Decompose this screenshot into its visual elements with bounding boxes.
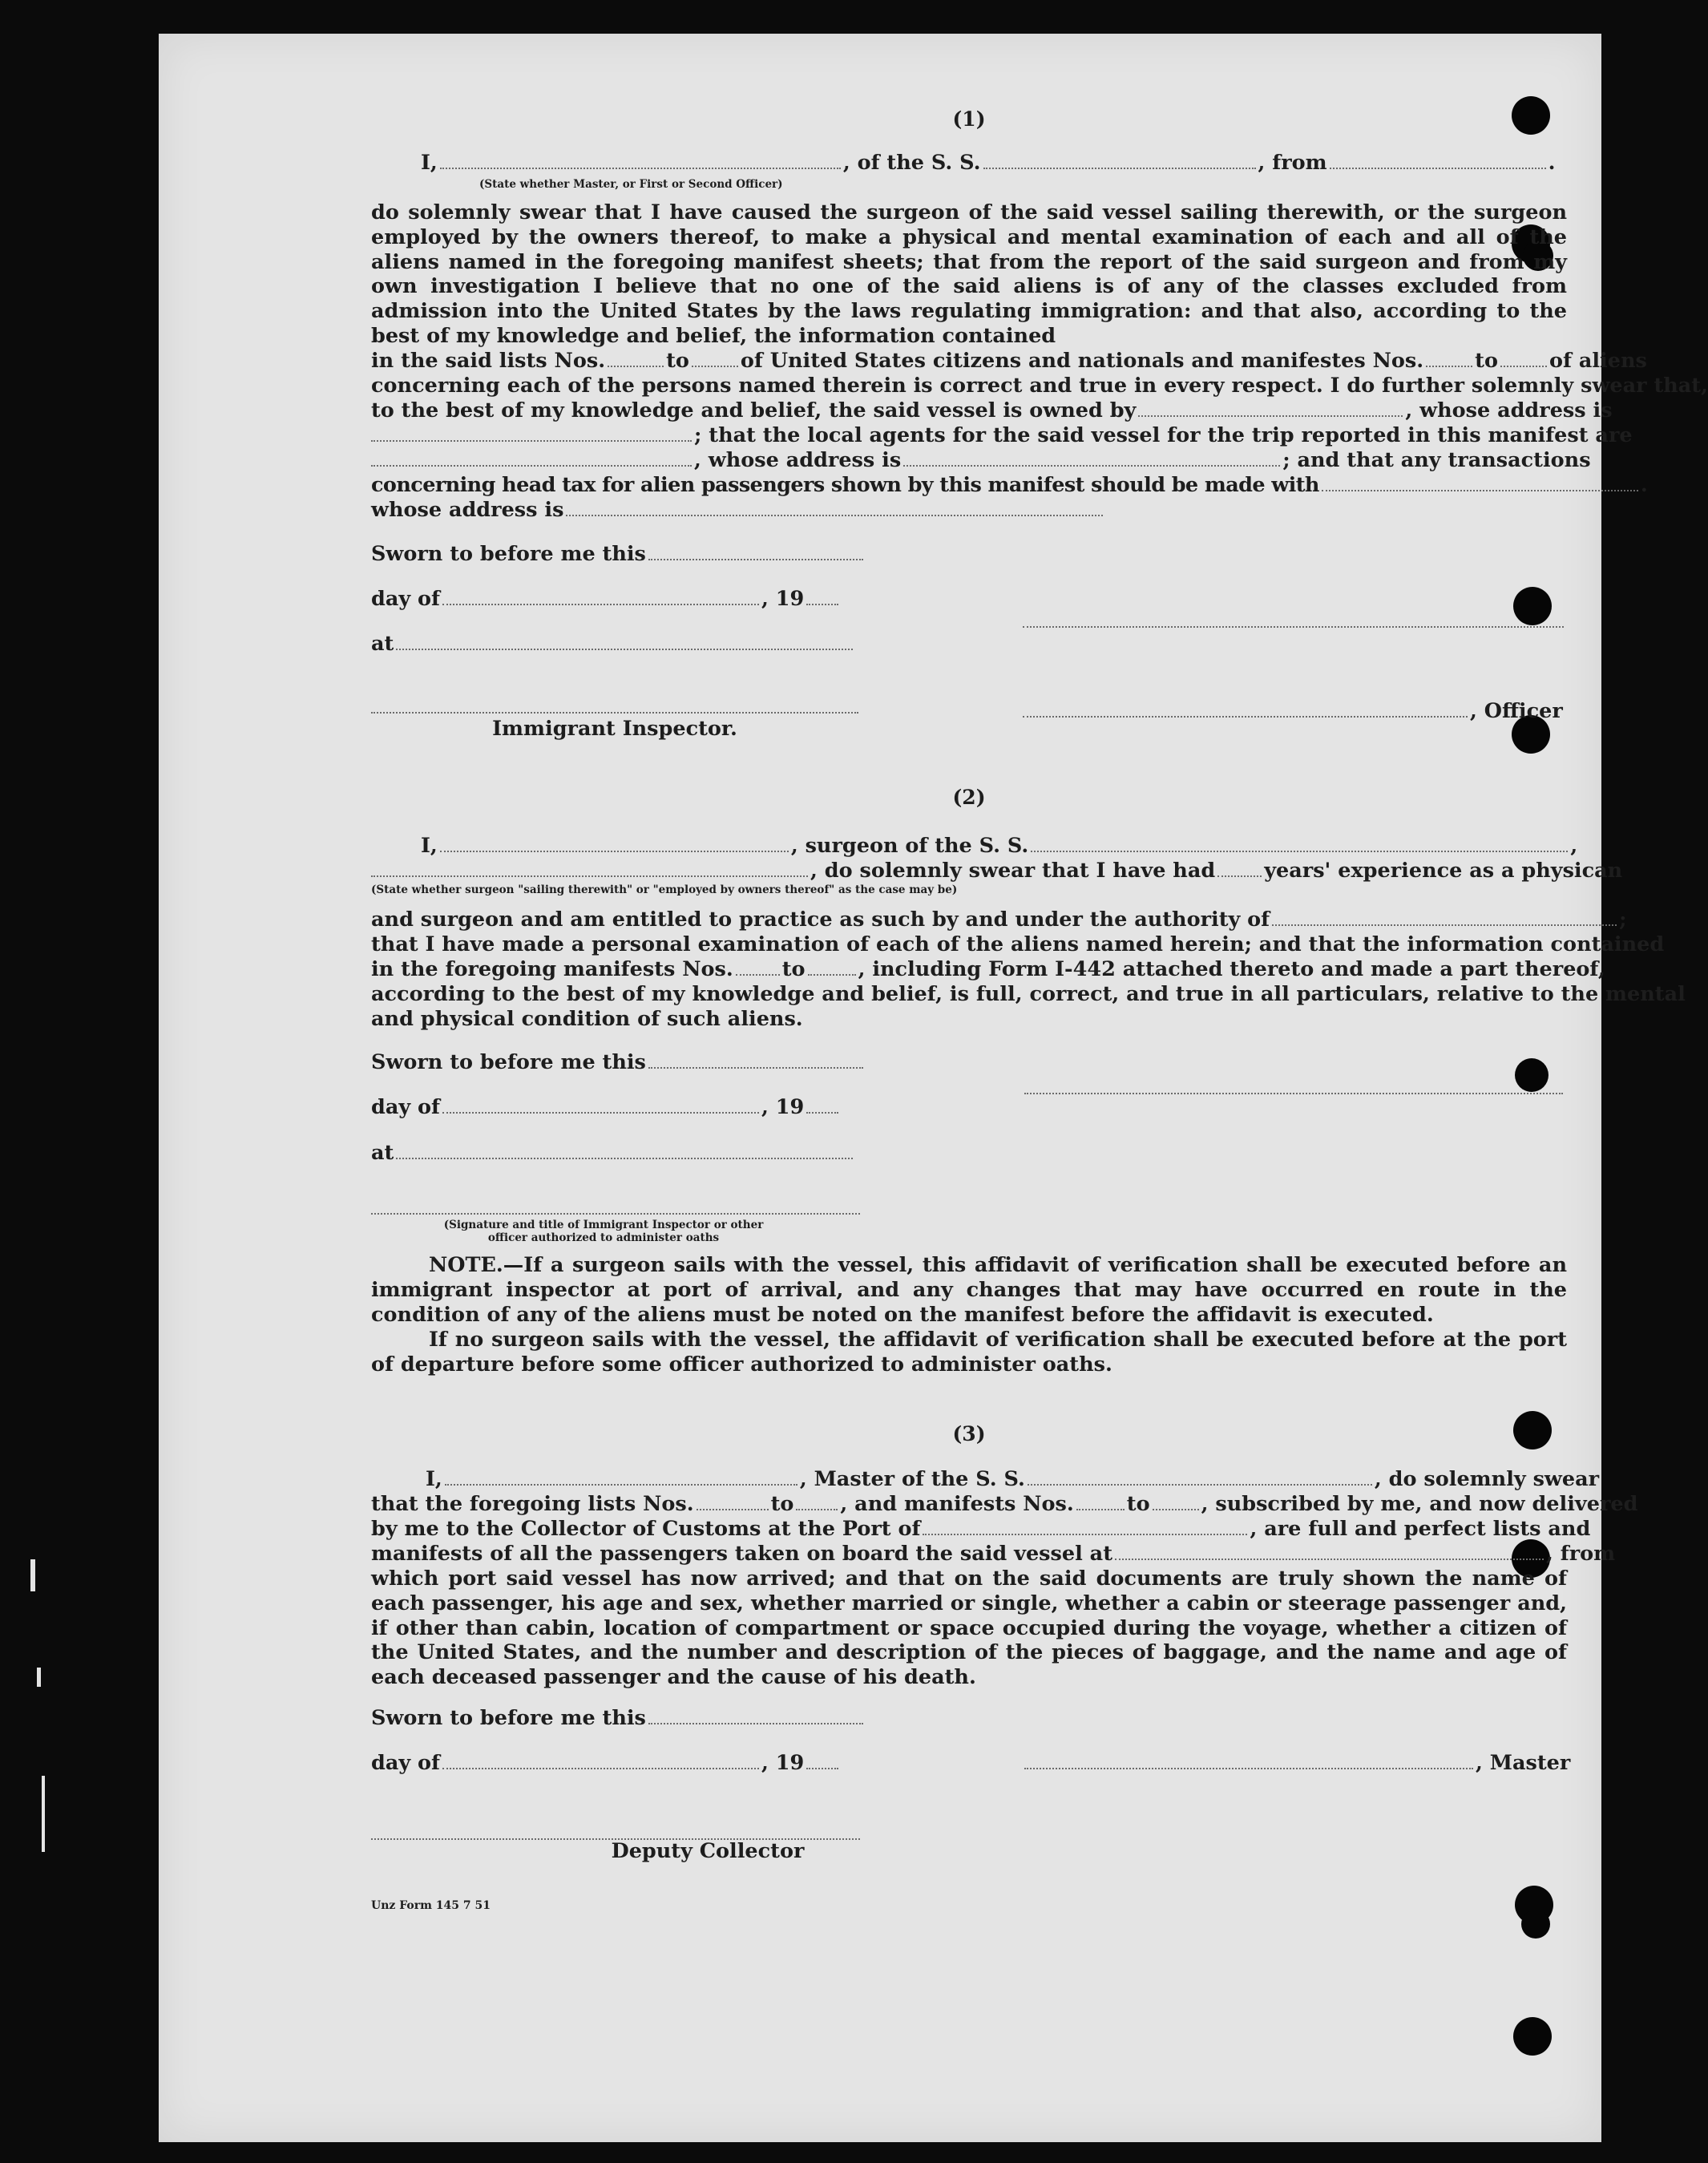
officer-name-blank[interactable] (440, 167, 841, 169)
year-blank-3[interactable] (806, 1767, 838, 1769)
surgeon-vessel-blank[interactable] (1031, 850, 1568, 852)
surgeon-status-note: (State whether surgeon "sailing therewith" or "employed by owners thereof" as the case may be) (371, 883, 958, 896)
section-3-line-1: I, , Master of the S. S. , do solemnly swear (426, 1467, 1600, 1491)
punch-hole (1515, 1058, 1549, 1092)
officer-rank-note: (State whether Master, or First or Second Officer) (479, 178, 783, 191)
note-paragraph-1: NOTE.—If a surgeon sails with the vessel, this affidavit of verification shall be executed before an immigrant inspector at port of arrival, and any changes that may have occurred en route in the condition of any of the aliens must be noted on the manifest before the affidavit is executed. (371, 1253, 1567, 1327)
section-1-headtax-line: concerning head tax for alien passengers shown by this manifest should be made with . (371, 473, 1648, 497)
officer-line: , Officer (1023, 699, 1563, 724)
manifest-from-blank[interactable] (1426, 365, 1472, 367)
scan-mark (42, 1776, 45, 1852)
section-2-line-1: I, , surgeon of the S. S. , (421, 834, 1578, 858)
surgeon-status-blank[interactable] (371, 875, 808, 877)
year-blank-2[interactable] (806, 1111, 838, 1114)
scan-mark (37, 1668, 41, 1687)
day-of-blank[interactable] (442, 603, 759, 605)
section-1-body: do solemnly swear that I have caused the surgeon of the said vessel sailing therewith, or the surgeon employed by the owners thereof, to make a physical and mental examination of each and all of the aliens named in the foregoing manifest sheets; that from the report of the said surgeon and from my own investigation I believe that no one of the said aliens is of any of the classes excluded from admission into the United States by the laws regulating immigration: and that also, according to the best of my knowledge and belief, the information contained (371, 200, 1567, 348)
section-3-line-4: manifests of all the passengers taken on board the said vessel at , from (371, 1542, 1616, 1566)
master-manifest-from-blank[interactable] (1076, 1508, 1125, 1510)
section-3-body: which port said vessel has now arrived; and that on the said documents are truly shown the name of each passenger, his age and sex, whether married or single, whether a cabin or steerage passenger and, if other than cabin, location of compartment or space occupied during the voyage, whether a citizen of the United States, and the number and description of the pieces of baggage, and the name and age of each deceased passenger and the cause of his death. (371, 1567, 1567, 1690)
day-of-line-1: day of , 19 (371, 587, 841, 612)
surgeon-manifest-to-blank[interactable] (808, 973, 856, 976)
section-2-line-5: in the foregoing manifests Nos. to , including Form I-442 attached thereto and made a part thereof, (371, 957, 1605, 981)
section-1-owner-line: to the best of my knowledge and belief, the said vessel is owned by , whose address is (371, 398, 1613, 422)
section-2-line-3: and surgeon and am entitled to practice as such by and under the authority of ; (371, 908, 1627, 932)
section-2-number: (2) (952, 786, 986, 809)
master-sign-blank[interactable] (1024, 1767, 1473, 1769)
sworn-line-3: Sworn to before me this (371, 1706, 866, 1731)
section-2-line-6: according to the best of my knowledge and belief, is full, correct, and true in all particulars, relative to the mental (371, 982, 1686, 1006)
inspector-signature-line-2[interactable] (371, 1212, 860, 1215)
master-name-blank[interactable] (445, 1483, 797, 1486)
inspector-signature-line[interactable] (371, 711, 858, 714)
sworn-line-2: Sworn to before me this (371, 1050, 866, 1075)
deputy-collector-caption: Deputy Collector (611, 1839, 805, 1863)
section-3-line-2: that the foregoing lists Nos. to , and manifests Nos. to , subscribed by me, and now delivered (371, 1492, 1638, 1516)
day-of-blank-2[interactable] (442, 1111, 759, 1114)
officer-signature-line[interactable] (1023, 625, 1564, 628)
form-page (159, 34, 1708, 2142)
master-list-from-blank[interactable] (697, 1508, 769, 1510)
agents-blank[interactable] (371, 464, 692, 467)
section-1-line-1: I, , of the S. S. , from . (421, 151, 1556, 175)
scan-mark (30, 1559, 35, 1591)
headtax-blank[interactable] (1322, 489, 1638, 491)
sworn-line-1: Sworn to before me this (371, 542, 866, 567)
at-line-1: at (371, 632, 855, 657)
section-2-line-2: , do solemnly swear that I have had years' experience as a physican (371, 859, 1567, 883)
surgeon-name-blank[interactable] (440, 850, 789, 852)
officer-sign-blank[interactable] (1023, 715, 1468, 718)
section-3-number: (3) (952, 1422, 986, 1445)
section-2-line-4: that I have made a personal examination of each of the aliens named herein; and that the information contained (371, 932, 1665, 956)
vessel-name-blank[interactable] (983, 167, 1256, 169)
list-from-blank[interactable] (608, 365, 664, 367)
boarding-port-blank[interactable] (1115, 1558, 1544, 1560)
port-blank[interactable] (923, 1533, 1247, 1535)
form-number: Unz Form 145 7 51 (371, 1899, 491, 1912)
section-2-line-7: and physical condition of such aliens. (371, 1007, 803, 1031)
section-1-agent-address-line: , whose address is ; and that any transactions (371, 448, 1567, 473)
agent-address-blank[interactable] (903, 464, 1280, 467)
manifest-to-blank[interactable] (1500, 365, 1547, 367)
punch-hole (1513, 2017, 1552, 2056)
note-paragraph-2: If no surgeon sails with the vessel, the affidavit of verification shall be executed before at the port of departure before some officer authorized to administer oaths. (371, 1328, 1567, 1377)
section-1-nos-line: in the said lists Nos. to of United States citizens and nationals and manifestes Nos. to of aliens (371, 349, 1647, 373)
master-list-to-blank[interactable] (796, 1508, 838, 1510)
at-line-2: at (371, 1141, 855, 1166)
section-1-whose-address: whose address is (371, 498, 1567, 523)
signature-caption: (Signature and title of Immigrant Inspector or other officer authorized to administer oaths (443, 1219, 764, 1244)
day-of-line-2: day of , 19 (371, 1095, 841, 1120)
sworn-date-blank[interactable] (648, 558, 863, 560)
from-port-blank[interactable] (1330, 167, 1546, 169)
surgeon-signature-line[interactable] (1024, 1092, 1563, 1094)
master-line: , Master (1024, 1751, 1570, 1776)
list-to-blank[interactable] (692, 365, 738, 367)
immigrant-inspector-caption: Immigrant Inspector. (492, 717, 737, 741)
master-manifest-to-blank[interactable] (1153, 1508, 1199, 1510)
year-blank[interactable] (806, 603, 838, 605)
at-place-blank[interactable] (396, 648, 853, 650)
section-1-body-2: concerning each of the persons named therein is correct and true in every respect. I do further solemnly swear that, (371, 374, 1708, 398)
authority-blank[interactable] (1272, 924, 1617, 926)
section-1-number: (1) (952, 107, 986, 131)
punch-hole (1521, 1910, 1550, 1939)
day-of-blank-3[interactable] (442, 1767, 759, 1769)
owner-address-blank[interactable] (371, 439, 692, 442)
years-blank[interactable] (1217, 875, 1262, 877)
sworn-date-blank-3[interactable] (648, 1722, 863, 1724)
master-vessel-blank[interactable] (1028, 1483, 1372, 1486)
section-3-line-3: by me to the Collector of Customs at the Port of , are full and perfect lists and (371, 1517, 1591, 1541)
owner-blank[interactable] (1138, 414, 1403, 417)
headtax-address-blank[interactable] (566, 514, 1103, 516)
day-of-line-3: day of , 19 (371, 1751, 841, 1776)
section-1-agents-line: ; that the local agents for the said vessel for the trip reported in this manifest are (371, 423, 1567, 448)
at-place-blank-2[interactable] (396, 1157, 853, 1159)
surgeon-manifest-from-blank[interactable] (736, 973, 780, 976)
punch-hole (1513, 587, 1552, 625)
sworn-date-blank-2[interactable] (648, 1066, 863, 1069)
